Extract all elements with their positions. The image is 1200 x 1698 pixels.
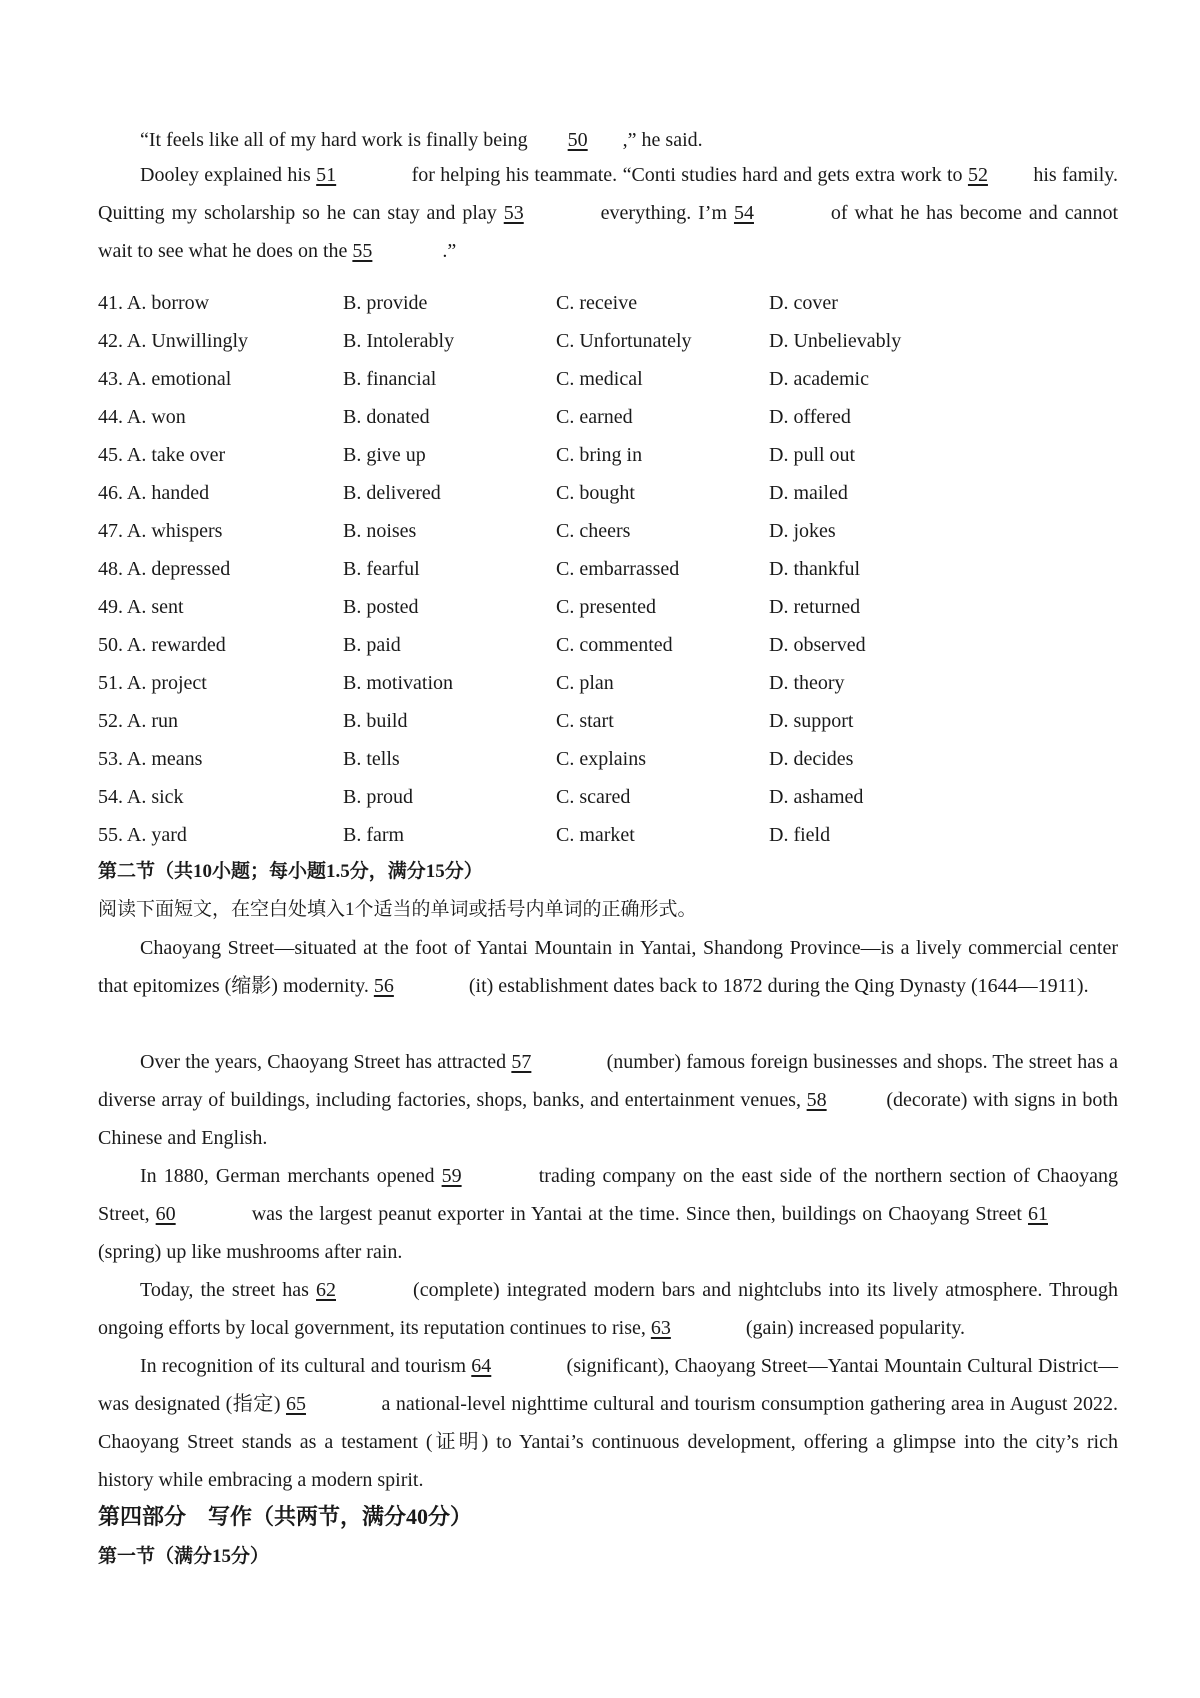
option-b: B. financial xyxy=(343,368,437,390)
option-d: D. academic xyxy=(769,368,869,390)
passage-text: for helping his teammate. “Conti studies hard and gets extra work to xyxy=(406,164,968,186)
option-b: B. proud xyxy=(343,786,413,808)
passage-text: (complete) integrated modern bars and nightclubs into its lively atmosphere. Through ongoing efforts by local government, its reputation continues to rise, xyxy=(98,1279,1118,1339)
option-d: D. mailed xyxy=(769,482,848,504)
passage-text: “It feels like all of my hard work is finally being xyxy=(140,129,533,151)
option-d: D. jokes xyxy=(769,520,836,542)
answer-options-table xyxy=(98,284,1118,854)
option-row-48 xyxy=(98,550,1118,588)
blank-59: 59 xyxy=(441,1165,462,1187)
section-2-instruction: 阅读下面短文，在空白处填入1个适当的单词或括号内单词的正确形式。 xyxy=(98,899,697,920)
blank-54: 54 xyxy=(733,202,754,224)
passage-text: ,” he said. xyxy=(622,129,703,151)
option-a: 41. A. borrow xyxy=(98,292,210,314)
blank-51: 51 xyxy=(316,164,337,186)
option-a: 53. A. means xyxy=(98,748,203,770)
option-c: C. bring in xyxy=(556,444,643,466)
option-a: 45. A. take over xyxy=(98,444,226,466)
passage-paragraph-2 xyxy=(98,156,1118,270)
part-4-heading: 第四部分 写作（共两节，满分40分） xyxy=(98,1504,473,1529)
passage-text: was the largest peanut exporter in Yantai at the time. Since then, buildings on Chaoyang Street xyxy=(245,1203,1028,1225)
option-b: B. delivered xyxy=(343,482,441,504)
option-row-42 xyxy=(98,322,1118,360)
option-row-49 xyxy=(98,588,1118,626)
option-b: B. posted xyxy=(343,596,419,618)
section-2-paragraph-1 xyxy=(98,929,1118,1005)
option-row-44 xyxy=(98,398,1118,436)
blank-64: 64 xyxy=(471,1355,492,1377)
option-c: C. bought xyxy=(556,482,635,504)
option-row-50 xyxy=(98,626,1118,664)
option-b: B. tells xyxy=(343,748,400,770)
option-b: B. provide xyxy=(343,292,428,314)
option-row-43 xyxy=(98,360,1118,398)
passage-text: his family. Quitting my scholarship so he can stay and play xyxy=(98,164,1118,224)
blank-62: 62 xyxy=(316,1279,336,1301)
blank-56: 56 xyxy=(373,975,394,997)
passage-text: (spring) up like mushrooms after rain. xyxy=(98,1241,403,1263)
option-c: C. scared xyxy=(556,786,631,808)
passage-text: Dooley explained his xyxy=(140,164,317,186)
option-b: B. noises xyxy=(343,520,417,542)
option-c: C. earned xyxy=(556,406,633,428)
option-d: D. Unbelievably xyxy=(769,330,902,352)
option-a: 54. A. sick xyxy=(98,786,184,808)
option-b: B. fearful xyxy=(343,558,420,580)
blank-65: 65 xyxy=(285,1393,306,1415)
option-b: B. Intolerably xyxy=(343,330,455,352)
option-b: B. give up xyxy=(343,444,426,466)
option-row-47 xyxy=(98,512,1118,550)
passage-text: (gain) increased popularity. xyxy=(740,1317,966,1339)
option-d: D. observed xyxy=(769,634,866,656)
option-c: C. start xyxy=(556,710,614,732)
option-b: B. build xyxy=(343,710,408,732)
section-2-paragraph-5 xyxy=(98,1347,1118,1499)
blank-58: 58 xyxy=(806,1089,827,1111)
option-d: D. cover xyxy=(769,292,838,314)
option-c: C. explains xyxy=(556,748,646,770)
passage-text: everything. I’m xyxy=(593,202,734,224)
passage-text: (decorate) with signs in both Chinese and English. xyxy=(98,1089,1118,1149)
option-d: D. pull out xyxy=(769,444,856,466)
option-a: 51. A. project xyxy=(98,672,207,694)
option-a: 52. A. run xyxy=(98,710,178,732)
option-row-41 xyxy=(98,284,1118,322)
option-c: C. cheers xyxy=(556,520,631,542)
option-b: B. motivation xyxy=(343,672,453,694)
option-c: C. Unfortunately xyxy=(556,330,692,352)
option-d: D. field xyxy=(769,824,831,846)
section-2-paragraph-2 xyxy=(98,1043,1118,1157)
option-c: C. receive xyxy=(556,292,638,314)
option-c: C. medical xyxy=(556,368,643,390)
option-d: D. offered xyxy=(769,406,851,428)
option-row-54 xyxy=(98,778,1118,816)
option-row-52 xyxy=(98,702,1118,740)
blank-60: 60 xyxy=(155,1203,176,1225)
option-a: 55. A. yard xyxy=(98,824,187,846)
passage-text: of what he has become and cannot wait to see what he does on the xyxy=(98,202,1119,262)
passage-text: (number) famous foreign businesses and shops. The street has a diverse array of buildings, including factories, shops, banks, and entertainment venues, xyxy=(98,1051,1119,1111)
section-2-paragraph-4 xyxy=(98,1271,1118,1347)
passage-text: In 1880, German merchants opened xyxy=(140,1165,442,1187)
passage-text: .” xyxy=(442,240,457,262)
passage-text: Chaoyang Street—situated at the foot of Yantai Mountain in Yantai, Shandong Province—is a lively commercial center that epitomizes (缩影) modernity. xyxy=(98,937,1118,997)
passage-text: a national-level nighttime cultural and tourism consumption gathering area in August 2022. Chaoyang Street stands as a testament (证明) to Yantai’s continuous development, offering a glimpse into the city’s rich history while embracing a modern spirit. xyxy=(98,1393,1118,1491)
option-c: C. market xyxy=(556,824,635,846)
passage-paragraph-1 xyxy=(98,121,1118,159)
passage-text: Over the years, Chaoyang Street has attracted xyxy=(140,1051,512,1073)
section-2-heading: 第二节（共10小题；每小题1.5分，满分15分） xyxy=(98,861,483,882)
option-d: D. ashamed xyxy=(769,786,864,808)
option-c: C. embarrassed xyxy=(556,558,680,580)
passage-text: In recognition of its cultural and tourism xyxy=(140,1355,472,1377)
option-b: B. donated xyxy=(343,406,430,428)
option-row-51 xyxy=(98,664,1118,702)
blank-52: 52 xyxy=(967,164,988,186)
blank-50: 50 xyxy=(567,129,588,151)
option-c: C. commented xyxy=(556,634,673,656)
option-d: D. theory xyxy=(769,672,845,694)
option-d: D. thankful xyxy=(769,558,861,580)
option-row-45 xyxy=(98,436,1118,474)
option-a: 50. A. rewarded xyxy=(98,634,226,656)
passage-text: (significant), Chaoyang Street—Yantai Mountain Cultural District—was designated (指定) xyxy=(98,1355,1119,1415)
passage-text: Today, the street has xyxy=(140,1279,316,1301)
option-a: 47. A. whispers xyxy=(98,520,223,542)
section-2-paragraph-3 xyxy=(98,1157,1118,1271)
blank-53: 53 xyxy=(503,202,524,224)
passage-text: (it) establishment dates back to 1872 during the Qing Dynasty (1644—1911). xyxy=(463,975,1089,997)
option-c: C. presented xyxy=(556,596,656,618)
option-row-55 xyxy=(98,816,1118,854)
option-d: D. support xyxy=(769,710,854,732)
passage-text: trading company on the east side of the northern section of Chaoyang Street, xyxy=(98,1165,1118,1225)
option-a: 49. A. sent xyxy=(98,596,184,618)
option-a: 46. A. handed xyxy=(98,482,210,504)
option-a: 44. A. won xyxy=(98,406,186,428)
blank-57: 57 xyxy=(511,1051,532,1073)
option-a: 42. A. Unwillingly xyxy=(98,330,249,352)
option-b: B. paid xyxy=(343,634,401,656)
option-a: 48. A. depressed xyxy=(98,558,231,580)
option-c: C. plan xyxy=(556,672,614,694)
option-d: D. returned xyxy=(769,596,861,618)
option-d: D. decides xyxy=(769,748,854,770)
option-row-46 xyxy=(98,474,1118,512)
option-b: B. farm xyxy=(343,824,405,846)
blank-55: 55 xyxy=(352,240,373,262)
option-a: 43. A. emotional xyxy=(98,368,232,390)
part-4-section-1-heading: 第一节（满分15分） xyxy=(98,1546,270,1567)
option-row-53 xyxy=(98,740,1118,778)
blank-61: 61 xyxy=(1028,1203,1048,1225)
blank-63: 63 xyxy=(650,1317,671,1339)
